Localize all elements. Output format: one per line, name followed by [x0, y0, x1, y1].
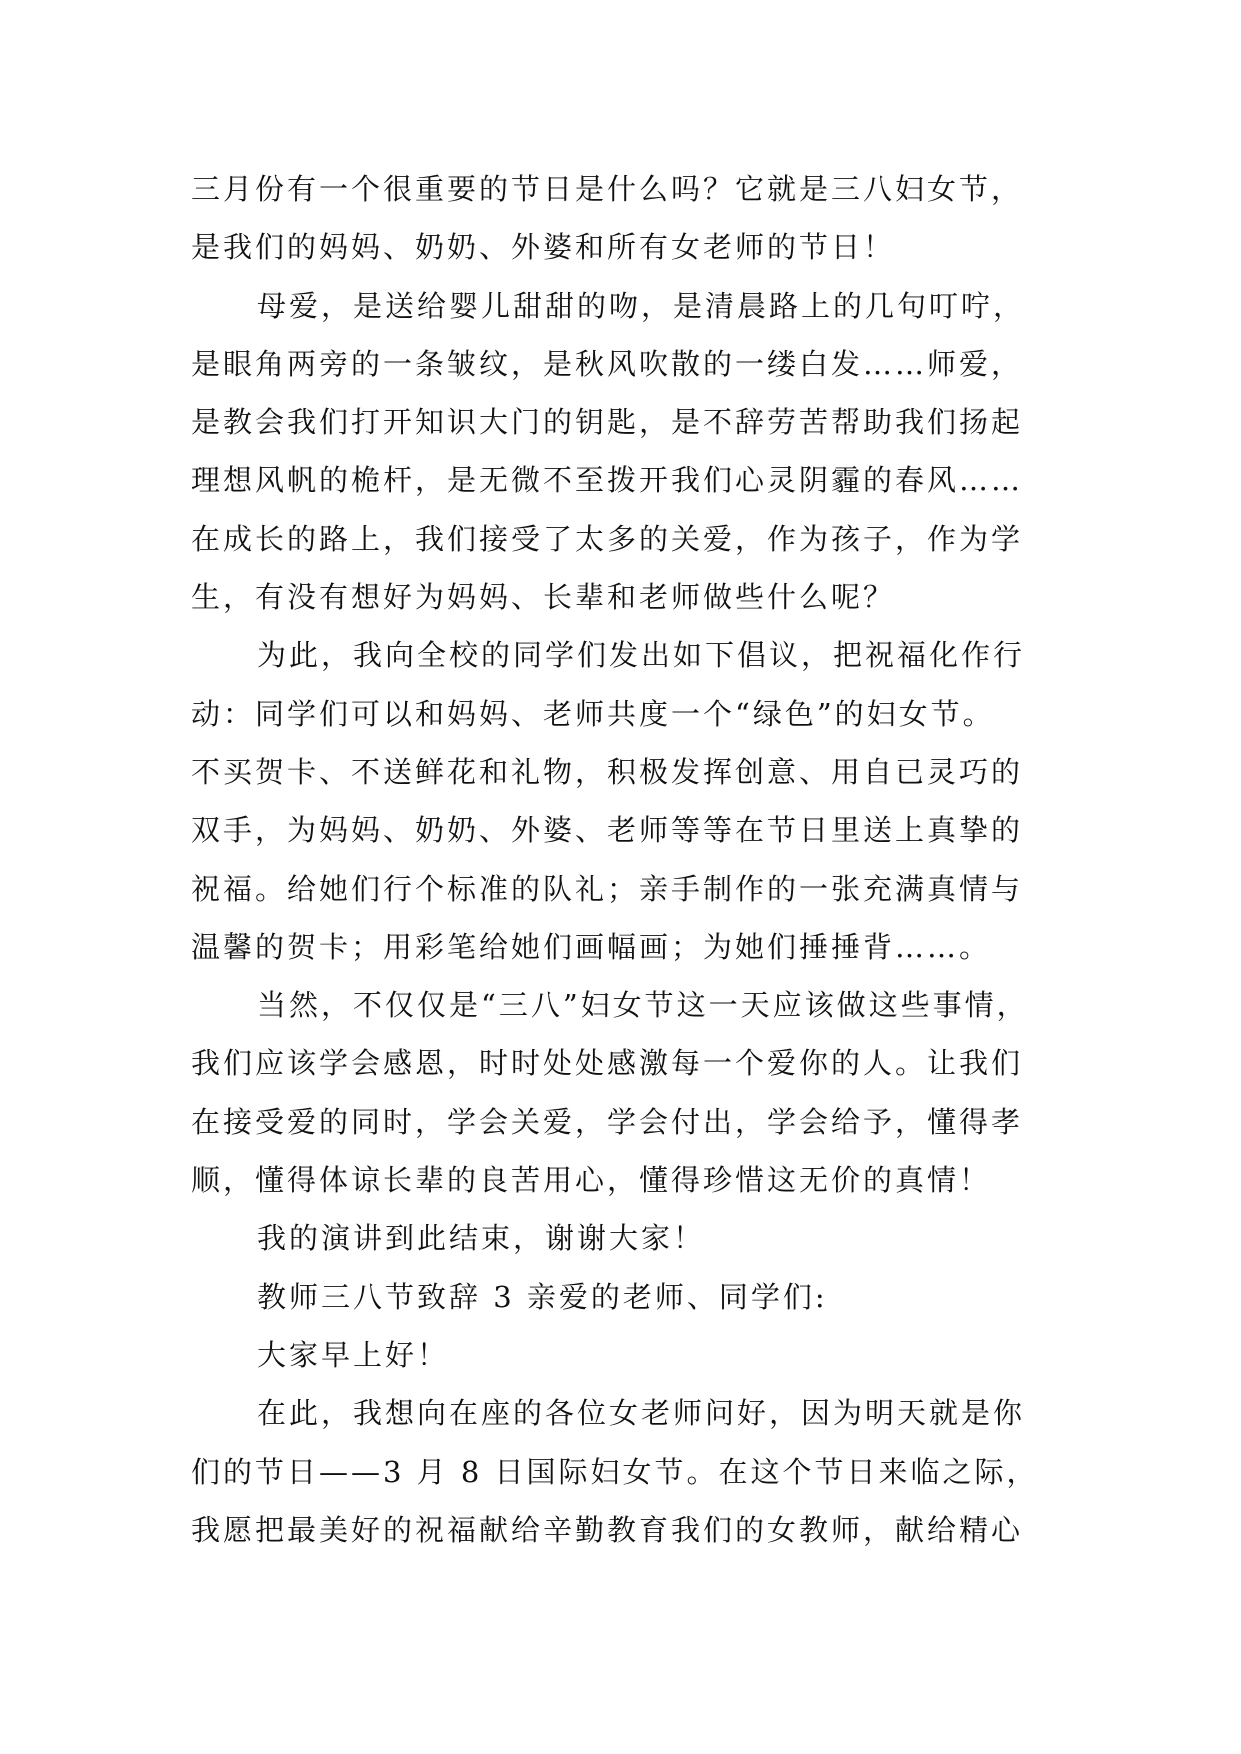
paragraph-start-line: 母爱，是送给婴儿甜甜的吻，是清晨路上的几句叮咛， — [257, 288, 1026, 323]
text-line: 是我们的妈妈、奶奶、外婆和所有女老师的节日！ — [191, 230, 896, 265]
greeting-line: 大家早上好！ — [257, 1337, 450, 1372]
text-line: 生，有没有想好为妈妈、长辈和老师做些什么呢？ — [191, 580, 896, 615]
speech-heading-line: 教师三八节致辞 3 亲爱的老师、同学们: — [257, 1279, 828, 1314]
paragraph-start-line: 当然，不仅仅是“三八”妇女节这一天应该做这些事情， — [257, 988, 1029, 1023]
text-line: 是眼角两旁的一条皱纹，是秋风吹散的一缕白发……师爱， — [191, 346, 1024, 381]
text-line: 在接受爱的同时，学会关爱，学会付出，学会给予，懂得孝 — [191, 1104, 1024, 1139]
document-body — [191, 160, 1071, 1559]
text-line: 祝福。给她们行个标准的队礼；亲手制作的一张充满真情与 — [191, 871, 1024, 906]
text-line: 我们应该学会感恩，时时处处感激每一个爱你的人。让我们 — [191, 1046, 1024, 1081]
text-line: 温馨的贺卡；用彩笔给她们画幅画；为她们捶捶背……。 — [191, 929, 992, 964]
text-line: 双手，为妈妈、奶奶、外婆、老师等等在节日里送上真挚的 — [191, 813, 1024, 848]
text-line: 是教会我们打开知识大门的钥匙，是不辞劳苦帮助我们扬起 — [191, 405, 1024, 440]
text-line: 在成长的路上，我们接受了太多的关爱，作为孩子，作为学 — [191, 521, 1024, 556]
text-line: 三月份有一个很重要的节日是什么吗？它就是三八妇女节， — [191, 172, 1024, 206]
text-line: 我愿把最美好的祝福献给辛勤教育我们的女教师，献给精心 — [191, 1512, 1024, 1547]
text-line: 动：同学们可以和妈妈、老师共度一个“绿色”的妇女节。 — [191, 696, 995, 731]
paragraph-start-line: 为此，我向全校的同学们发出如下倡议，把祝福化作行 — [257, 638, 1026, 673]
text-line: 顺，懂得体谅长辈的良苦用心，懂得珍惜这无价的真情！ — [191, 1163, 992, 1198]
text-line: 不买贺卡、不送鲜花和礼物，积极发挥创意、用自已灵巧的 — [191, 754, 1024, 789]
paragraph-start-line: 在此，我想向在座的各位女老师问好，因为明天就是你 — [257, 1396, 1026, 1431]
closing-line: 我的演讲到此结束，谢谢大家！ — [257, 1221, 706, 1256]
text-line: 们的节日——3 月 8 日国际妇女节。在这个节日来临之际， — [191, 1454, 1039, 1489]
text-line: 理想风帆的桅杆，是无微不至拨开我们心灵阴霾的春风…… — [191, 463, 1024, 498]
